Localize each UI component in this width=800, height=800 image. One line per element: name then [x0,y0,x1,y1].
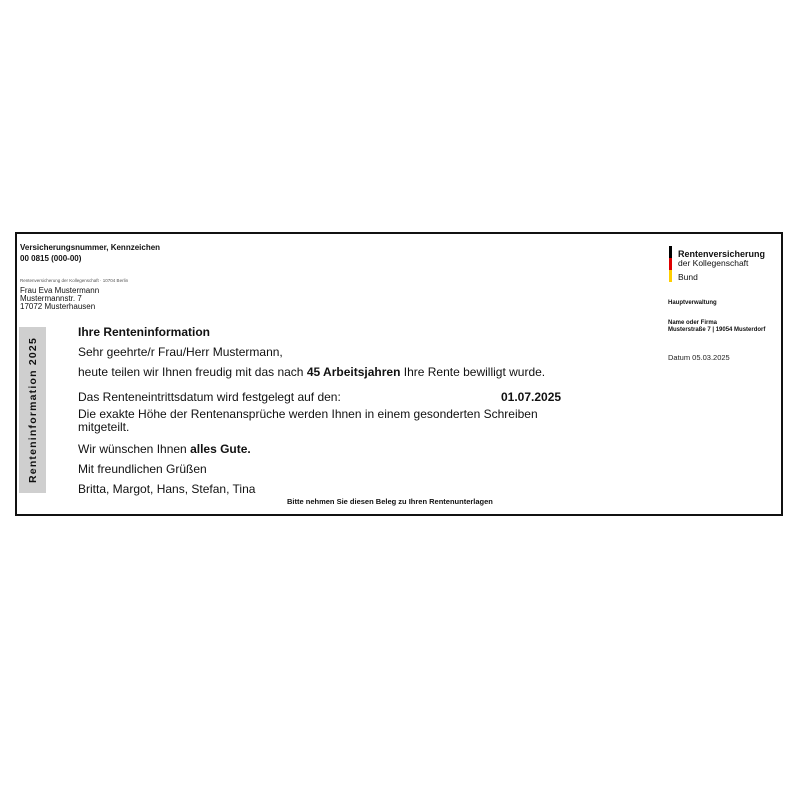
side-tab-label: Renteninformation 2025 [26,336,39,484]
headquarters-label: Hauptverwaltung [668,300,717,306]
recipient-street: Mustermannstr. 7 [20,294,82,303]
approval-line-post: Ihre Rente bewilligt wurde. [400,365,546,379]
logo-title: Rentenversicherung [678,249,766,259]
flag-bar-black [669,246,672,258]
approval-line [78,365,545,379]
retirement-date-label: Das Renteneintrittsdatum wird festgelegt auf den: [78,390,341,404]
sender-return-address: Rentenversicherung der Kollegenschaft · 10704 Berlin [20,278,129,283]
firm-label: Name oder Firma [668,320,718,326]
salutation: Sehr geehrte/r Frau/Herr Mustermann, [78,345,283,359]
wish-line-bold: alles Gute. [190,442,251,456]
side-tab [19,327,46,493]
approval-line-pre: heute teilen wir Ihnen freudig mit das nach [78,365,307,379]
flag-bar-red [669,258,672,270]
recipient-name: Frau Eva Mustermann [20,286,100,295]
firm-address: Musterstraße 7 | 19054 Musterdorf [668,327,766,333]
footer-note: Bitte nehmen Sie diesen Beleg zu Ihren Rentenunterlagen [287,497,493,506]
insurance-number: 00 0815 (000-00) [20,254,82,263]
closing: Mit freundlichen Grüßen [78,462,207,476]
letter-date: Datum 05.03.2025 [668,353,730,362]
logo-bund: Bund [678,272,698,282]
pension-letter [15,232,783,516]
logo-subtitle: der Kollegenschaft [678,258,749,268]
wish-line-pre: Wir wünschen Ihnen [78,442,191,456]
wish-line [78,442,251,456]
work-years: 45 Arbeitsjahren [306,365,401,379]
letter-subject: Ihre Renteninformation [78,325,211,339]
amount-notice: Die exakte Höhe der Rentenansprüche werden Ihnen in einem gesonderten Schreiben mitgeteilt. [78,407,538,434]
flag-bar-gold [669,270,672,282]
insurance-number-label: Versicherungsnummer, Kennzeichen [20,243,161,252]
logo-flag-icon [669,246,672,282]
signature: Britta, Margot, Hans, Stefan, Tina [78,482,256,496]
recipient-city: 17072 Musterhausen [20,302,96,311]
retirement-date: 01.07.2025 [501,390,562,404]
